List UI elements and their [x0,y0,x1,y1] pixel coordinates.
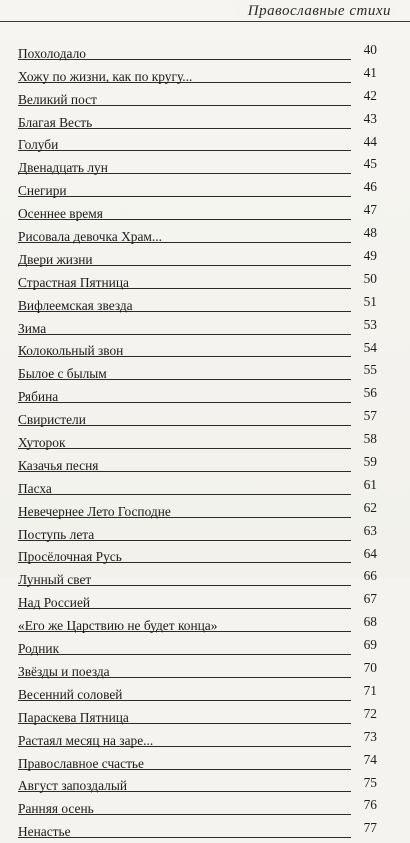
toc-leader-line [18,402,351,403]
toc-entry-page-number: 48 [363,225,377,241]
toc-entry [18,269,377,292]
toc-entry [18,154,377,177]
toc-title-wrap [18,274,132,292]
toc-entry-page-number: 61 [363,476,377,492]
toc-title-wrap [18,617,220,635]
toc-entry-page-number: 51 [363,293,377,309]
toc-title-wrap [18,732,156,750]
toc-entry-title: Растаял месяц на заре... [18,732,154,748]
toc-entry-title: Былое с былым [18,366,107,382]
toc-entry-title: Лунный свет [18,572,92,588]
toc-entry-page-number: 55 [363,362,377,378]
toc-entry [18,612,377,635]
toc-entry-title: Казачья песня [18,457,99,473]
toc-entry-title: Хуторок [18,435,66,451]
toc-entry-page-number: 50 [363,270,377,286]
toc-title-wrap [18,548,125,566]
toc-entry-page-number: 75 [363,774,377,790]
toc-entry-title: Параскева Пятница [18,709,129,725]
toc-entry [18,818,377,841]
running-header-title: Православные стихи [238,2,394,20]
toc-entry-title: Ранняя осень [18,801,94,817]
toc-entry-page-number: 62 [363,499,377,515]
toc-entry [18,177,377,200]
toc-entry-page-number: 58 [363,431,377,447]
toc-entry [18,429,377,452]
toc-title-wrap [18,68,195,86]
toc-entry-title: Август запоздалый [18,778,128,794]
toc-entry-title: Снегири [18,183,67,199]
toc-leader-line [18,334,351,335]
toc-entry [18,406,377,429]
toc-entry [18,658,377,681]
toc-entry-title: Невечернее Лето Господне [18,503,171,519]
toc-entry-title: Хожу по жизни, как по кругу... [18,68,193,84]
toc-entry-page-number: 69 [363,637,377,653]
toc-entry-title: Свиристели [18,412,86,428]
toc-entry [18,360,377,383]
toc-entry [18,589,377,612]
toc-entry [18,223,377,246]
toc-entry-title: Колокольный звон [18,343,124,359]
toc-leader-line [18,494,351,495]
toc-title-wrap [18,800,97,818]
toc-entry-page-number: 57 [363,408,377,424]
toc-entry [18,727,377,750]
toc-entry [18,704,377,727]
toc-entry-page-number: 66 [363,568,377,584]
toc-entry [18,63,377,86]
toc-title-wrap [18,159,111,177]
toc-title-wrap [18,686,125,704]
toc-entry [18,452,377,475]
header-rule [0,21,410,22]
toc-entry [18,109,377,132]
toc-entry-title: Рябина [18,389,59,405]
toc-entry-page-number: 46 [363,179,377,195]
toc-title-wrap [18,114,95,132]
toc-entry-title: Поступь лета [18,526,95,542]
toc-entry-title: Пасха [18,480,52,496]
toc-entry-page-number: 68 [363,614,377,630]
toc-entry-title: Просёлочная Русь [18,549,122,565]
toc-title-wrap [18,251,96,269]
toc-entry-title: Двери жизни [18,251,93,267]
toc-entry-page-number: 77 [363,820,377,836]
toc-title-wrap [18,388,61,406]
toc-entry-page-number: 56 [363,385,377,401]
toc-title-wrap [18,526,97,544]
toc-leader-line [18,150,351,151]
toc-title-wrap [18,640,62,658]
toc-title-wrap [18,755,147,773]
toc-entry-page-number: 71 [363,682,377,698]
toc-entry [18,773,377,796]
toc-entry [18,544,377,567]
toc-title-wrap [18,365,110,383]
toc-entry-title: Православное счастье [18,755,144,771]
toc-entry-page-number: 64 [363,545,377,561]
toc-entry-title: Родник [18,641,60,657]
toc-entry [18,315,377,338]
toc-entry-page-number: 42 [363,87,377,103]
toc-entry-title: Ненастье [18,824,71,840]
toc-entry-title: Над Россией [18,595,91,611]
toc-entry [18,521,377,544]
toc-entry-title: Осеннее время [18,206,103,222]
toc-title-wrap [18,91,100,109]
toc-title-wrap [18,457,101,475]
toc-title-wrap [18,342,126,360]
toc-entry-page-number: 67 [363,591,377,607]
toc-title-wrap [18,663,113,681]
toc-title-wrap [18,228,165,246]
toc-entry-page-number: 54 [363,339,377,355]
toc-title-wrap [18,411,89,429]
toc-entry [18,383,377,406]
toc-title-wrap [18,823,74,841]
toc-entry [18,498,377,521]
toc-entry [18,750,377,773]
toc-entry-page-number: 41 [363,64,377,80]
toc-entry-title: Рисовала девочка Храм... [18,229,162,245]
toc-entry-page-number: 53 [363,316,377,332]
toc-title-wrap [18,297,136,315]
toc-title-wrap [18,709,132,727]
toc-entry [18,475,377,498]
toc-entry-title: Весенний соловей [18,686,123,702]
toc-title-wrap [18,480,55,498]
toc-entry-title: Великий пост [18,91,97,107]
toc-title-wrap [18,594,93,612]
toc-title-wrap [18,182,70,200]
toc-entry-page-number: 74 [363,751,377,767]
toc-entry-title: Звёзды и поезда [18,663,110,679]
toc-entry-page-number: 76 [363,797,377,813]
toc-title-wrap [18,503,174,521]
toc-entry [18,338,377,361]
toc-entry-title: «Его же Царствию не будет конца» [18,618,218,634]
toc-entry [18,292,377,315]
toc-entry-title: Благая Весть [18,114,93,130]
toc-entry-title: Похолодало [18,45,86,61]
toc-entry-page-number: 70 [363,660,377,676]
toc-entry [18,132,377,155]
toc-title-wrap [18,136,61,154]
toc-entry [18,40,377,63]
toc-entry-title: Вифлеемская звезда [18,297,133,313]
toc-entry-page-number: 72 [363,705,377,721]
toc-entry-page-number: 49 [363,248,377,264]
toc-leader-line [18,654,351,655]
toc-title-wrap [18,434,68,452]
toc-entry-page-number: 44 [363,133,377,149]
toc-entry [18,635,377,658]
toc-title-wrap [18,777,130,795]
toc-entry-page-number: 45 [363,156,377,172]
toc-entry-page-number: 43 [363,110,377,126]
toc-title-wrap [18,205,106,223]
toc-entry-page-number: 73 [363,728,377,744]
toc-entry [18,246,377,269]
toc-entry-title: Голуби [18,137,59,153]
toc-entry-title: Страстная Пятница [18,274,129,290]
toc-entry-page-number: 47 [363,202,377,218]
toc-entry-page-number: 63 [363,522,377,538]
toc-title-wrap [18,45,89,63]
toc-entry [18,681,377,704]
toc-title-wrap [18,571,94,589]
table-of-contents [18,40,377,841]
toc-entry [18,795,377,818]
toc-entry-page-number: 40 [363,42,377,57]
toc-entry-title: Двенадцать лун [18,160,108,176]
toc-entry-title: Зима [18,320,47,336]
toc-entry-page-number: 59 [363,454,377,470]
toc-title-wrap [18,320,49,338]
toc-entry [18,200,377,223]
toc-entry [18,86,377,109]
